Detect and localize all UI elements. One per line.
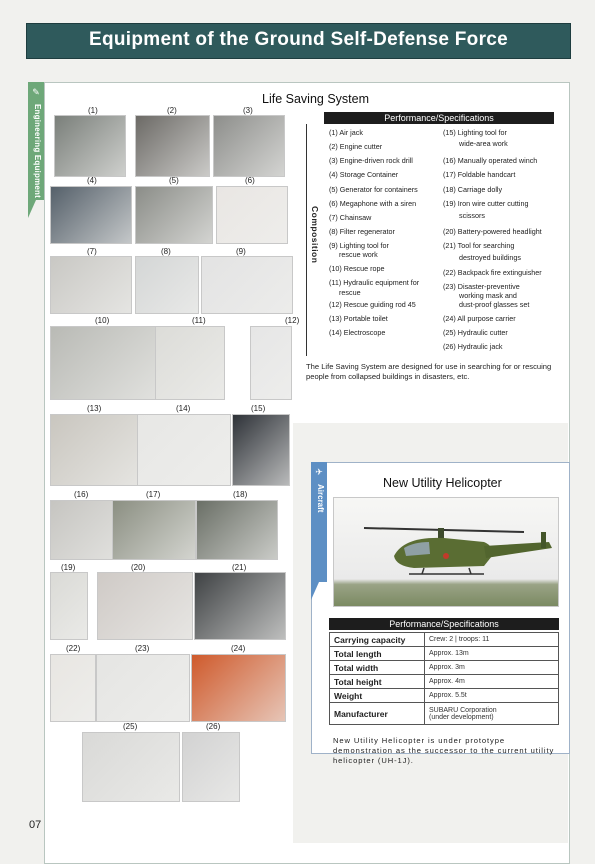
photo-label-24: (24) bbox=[231, 644, 246, 653]
photo-label-7: (7) bbox=[87, 247, 97, 256]
photo-label-12: (12) bbox=[285, 316, 300, 325]
equipment-photo-12 bbox=[250, 326, 292, 400]
helicopter-photo bbox=[333, 497, 559, 607]
spec-key: Weight bbox=[330, 689, 425, 703]
photo-label-15: (15) bbox=[251, 404, 266, 413]
helicopter-spec-table bbox=[329, 632, 559, 725]
equipment-photo-25 bbox=[82, 732, 180, 802]
spec-row bbox=[330, 689, 559, 703]
photo-label-3: (3) bbox=[243, 106, 253, 115]
composition-item: dust-proof glasses set bbox=[459, 300, 530, 309]
aircraft-tab-tail bbox=[311, 582, 327, 600]
equipment-photo-11 bbox=[155, 326, 225, 400]
spec-value: Approx. 5.5t bbox=[425, 689, 559, 703]
composition-item: (8) Filter regenerator bbox=[329, 227, 395, 236]
composition-item: (2) Engine cutter bbox=[329, 142, 383, 151]
spec-key: Carrying capacity bbox=[330, 633, 425, 647]
composition-item: (12) Rescue guiding rod 45 bbox=[329, 300, 416, 309]
composition-item: (4) Storage Container bbox=[329, 170, 399, 179]
composition-item: (18) Carriage dolly bbox=[443, 185, 503, 194]
composition-item: (20) Battery-powered headlight bbox=[443, 227, 542, 236]
spec-key: Total length bbox=[330, 647, 425, 661]
composition-item: (21) Tool for searching bbox=[443, 241, 515, 250]
photo-label-10: (10) bbox=[95, 316, 110, 325]
life-saving-description: The Life Saving System are designed for use in searching for or rescuing people from collapsed buildings in disasters, etc. bbox=[306, 362, 552, 381]
tool-icon: ✎ bbox=[32, 87, 40, 97]
equipment-photo-14 bbox=[137, 414, 231, 486]
composition-item: (17) Foldable handcart bbox=[443, 170, 516, 179]
photo-label-16: (16) bbox=[74, 490, 89, 499]
composition-item: (13) Portable toilet bbox=[329, 314, 388, 323]
composition-item: wide-area work bbox=[459, 139, 508, 148]
photo-label-2: (2) bbox=[167, 106, 177, 115]
page-title: Equipment of the Ground Self-Defense Force bbox=[88, 29, 509, 50]
spec-value: SUBARU Corporation (under development) bbox=[425, 703, 559, 725]
equipment-photo-6 bbox=[216, 186, 288, 244]
equipment-photo-24 bbox=[191, 654, 286, 722]
photo-label-5: (5) bbox=[169, 176, 179, 185]
photo-label-11: (11) bbox=[192, 316, 206, 325]
helicopter-heading: New Utility Helicopter bbox=[383, 476, 502, 490]
spec-value: Approx. 4m bbox=[425, 675, 559, 689]
composition-item: (19) Iron wire cutter cutting bbox=[443, 199, 529, 208]
equipment-photo-1 bbox=[54, 115, 126, 177]
equipment-photo-19 bbox=[50, 572, 88, 640]
life-saving-spec-header: Performance/Specifications bbox=[324, 112, 554, 124]
composition-item: (9) Lighting tool for bbox=[329, 241, 389, 250]
engineering-tab bbox=[28, 82, 44, 200]
equipment-photo-9 bbox=[201, 256, 293, 314]
equipment-photo-15 bbox=[232, 414, 290, 486]
spec-row bbox=[330, 703, 559, 725]
composition-item: (1) Air jack bbox=[329, 128, 363, 137]
equipment-photo-5 bbox=[135, 186, 213, 244]
spec-key: Total height bbox=[330, 675, 425, 689]
life-saving-heading: Life Saving System bbox=[262, 92, 369, 106]
spec-value: Approx. 13m bbox=[425, 647, 559, 661]
engineering-tab-label: Engineering Equipment bbox=[33, 104, 42, 198]
composition-item: rescue bbox=[339, 288, 361, 297]
composition-label: Composition bbox=[310, 206, 320, 264]
composition-item: (5) Generator for containers bbox=[329, 185, 418, 194]
composition-item: (23) Disaster-preventive bbox=[443, 282, 520, 291]
equipment-photo-20 bbox=[97, 572, 193, 640]
photo-label-6: (6) bbox=[245, 176, 255, 185]
composition-item: (6) Megaphone with a siren bbox=[329, 199, 417, 208]
photo-label-18: (18) bbox=[233, 490, 248, 499]
spec-value: Crew: 2 | troops: 11 bbox=[425, 633, 559, 647]
composition-item: rescue work bbox=[339, 250, 378, 259]
photo-label-19: (19) bbox=[61, 563, 76, 572]
equipment-photo-3 bbox=[213, 115, 285, 177]
composition-item: working mask and bbox=[459, 291, 517, 300]
composition-item: (14) Electroscope bbox=[329, 328, 386, 337]
composition-item: destroyed buildings bbox=[459, 253, 521, 262]
photo-label-14: (14) bbox=[176, 404, 191, 413]
composition-item: (3) Engine-driven rock drill bbox=[329, 156, 413, 165]
aircraft-tab-label: Aircraft bbox=[316, 484, 325, 513]
photo-label-13: (13) bbox=[87, 404, 102, 413]
spec-row bbox=[330, 647, 559, 661]
composition-item: (25) Hydraulic cutter bbox=[443, 328, 508, 337]
spec-row bbox=[330, 661, 559, 675]
photo-label-4: (4) bbox=[87, 176, 97, 185]
composition-item: (16) Manually operated winch bbox=[443, 156, 538, 165]
equipment-photo-17 bbox=[112, 500, 196, 560]
helicopter-description: New Utility Helicopter is under prototype demonstration as the successor to the current utility helicopter (UH-1J). bbox=[333, 736, 555, 765]
photo-label-17: (17) bbox=[146, 490, 161, 499]
engineering-tab-tail bbox=[28, 200, 44, 218]
photo-label-21: (21) bbox=[232, 563, 247, 572]
composition-item: (7) Chainsaw bbox=[329, 213, 372, 222]
photo-label-26: (26) bbox=[206, 722, 221, 731]
equipment-photo-21 bbox=[194, 572, 286, 640]
equipment-photo-22 bbox=[50, 654, 96, 722]
composition-item: (10) Rescue rope bbox=[329, 264, 385, 273]
photo-label-20: (20) bbox=[131, 563, 146, 572]
photo-label-8: (8) bbox=[161, 247, 171, 256]
equipment-photo-4 bbox=[50, 186, 132, 244]
aircraft-tab bbox=[311, 462, 327, 582]
composition-item: (11) Hydraulic equipment for bbox=[329, 278, 420, 287]
composition-item: (15) Lighting tool for bbox=[443, 128, 507, 137]
airplane-icon: ✈ bbox=[315, 467, 323, 477]
equipment-photo-23 bbox=[96, 654, 190, 722]
composition-item: (24) All purpose carrier bbox=[443, 314, 516, 323]
equipment-photo-13 bbox=[50, 414, 138, 486]
helicopter-spec-header: Performance/Specifications bbox=[329, 618, 559, 630]
page-number: 07 bbox=[29, 819, 42, 831]
composition-item: (22) Backpack fire extinguisher bbox=[443, 268, 542, 277]
spec-row bbox=[330, 633, 559, 647]
photo-label-23: (23) bbox=[135, 644, 150, 653]
photo-label-22: (22) bbox=[66, 644, 81, 653]
composition-item: scissors bbox=[459, 211, 485, 220]
helicopter-illustration bbox=[334, 498, 558, 606]
photo-label-25: (25) bbox=[123, 722, 138, 731]
photo-label-9: (9) bbox=[236, 247, 246, 256]
spec-key: Total width bbox=[330, 661, 425, 675]
equipment-photo-8 bbox=[135, 256, 199, 314]
spec-value: Approx. 3m bbox=[425, 661, 559, 675]
title-bar bbox=[26, 23, 571, 59]
equipment-photo-2 bbox=[135, 115, 210, 177]
spec-key: Manufacturer bbox=[330, 703, 425, 725]
composition-item: (26) Hydraulic jack bbox=[443, 342, 503, 351]
equipment-photo-26 bbox=[182, 732, 240, 802]
equipment-photo-7 bbox=[50, 256, 132, 314]
equipment-photo-10 bbox=[50, 326, 156, 400]
spec-row bbox=[330, 675, 559, 689]
equipment-photo-18 bbox=[196, 500, 278, 560]
photo-label-1: (1) bbox=[88, 106, 98, 115]
